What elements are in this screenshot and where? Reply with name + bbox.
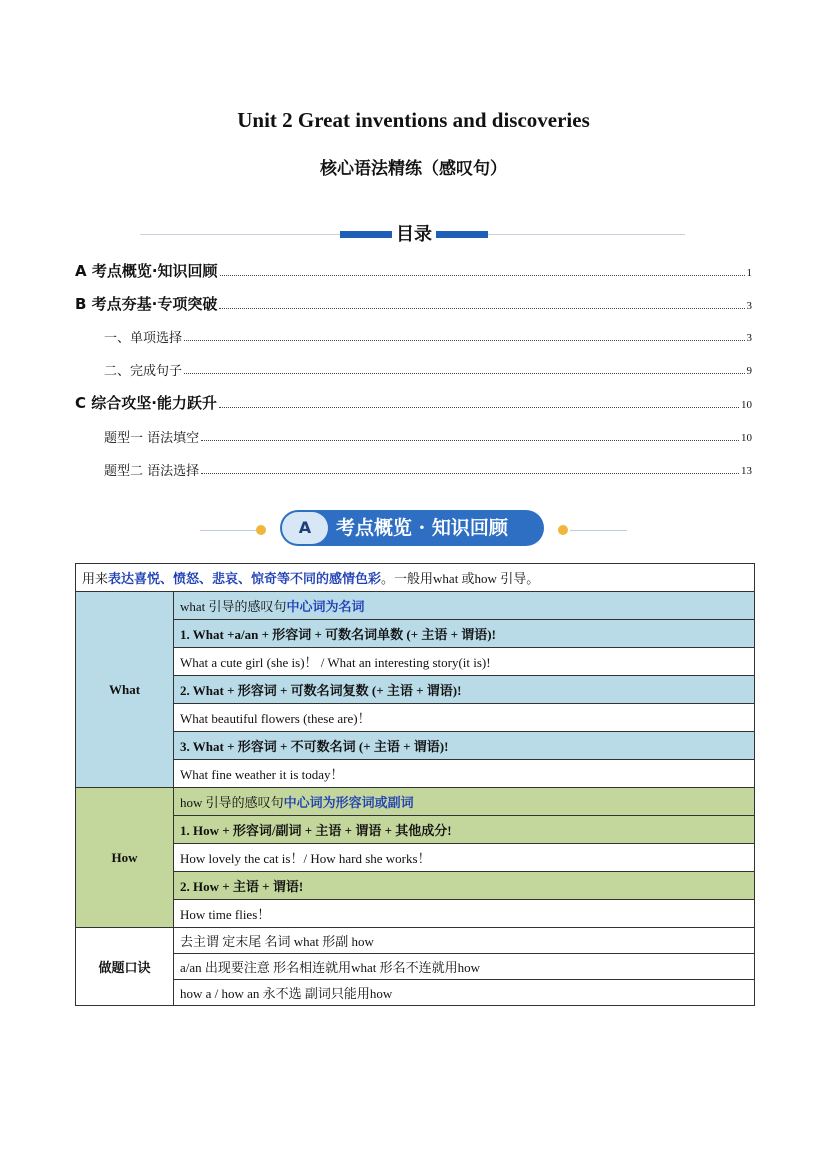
table-row bbox=[76, 788, 755, 816]
intro-cell bbox=[76, 564, 755, 592]
table-row bbox=[76, 732, 755, 760]
toc-page-number: 9 bbox=[746, 365, 752, 377]
toc-item-a[interactable] bbox=[75, 259, 752, 281]
toc-item-c[interactable] bbox=[75, 391, 752, 413]
bullet-dot-icon bbox=[558, 525, 568, 535]
toc-page-number: 10 bbox=[741, 432, 752, 444]
toc-item-c2[interactable] bbox=[75, 457, 752, 479]
how-header-highlight: 中心词为形容词或副词 bbox=[283, 795, 414, 810]
divider bbox=[140, 234, 340, 235]
how-rule-2: 2. How + 主语 + 谓语! bbox=[174, 872, 755, 900]
how-category-cell: How bbox=[76, 788, 174, 928]
intro-suffix: 。一般用what 或how 引导。 bbox=[381, 571, 540, 586]
how-header-prefix: how 引导的感叹句 bbox=[180, 795, 284, 810]
what-example-2: What beautiful flowers (these are)！ bbox=[174, 704, 755, 732]
how-example-2: How time flies！ bbox=[174, 900, 755, 928]
toc-item-label: 题型一 语法填空 bbox=[104, 431, 200, 446]
toc-item-b[interactable] bbox=[75, 292, 752, 314]
toc-leader bbox=[201, 473, 739, 474]
toc-page-number: 10 bbox=[741, 399, 752, 411]
toc-item-label: 题型二 语法选择 bbox=[104, 464, 200, 479]
toc-item-label: B 考点夯基·专项突破 bbox=[75, 295, 218, 313]
what-category-cell: What bbox=[76, 592, 174, 788]
toc-leader bbox=[220, 275, 745, 276]
intro-highlight: 表达喜悦、愤怒、悲哀、惊奇等不同的感情色彩 bbox=[108, 571, 382, 586]
toc-leader bbox=[219, 407, 739, 408]
tips-category-cell: 做题口诀 bbox=[76, 928, 174, 1006]
toc-item-label: C 综合攻坚·能力跃升 bbox=[75, 394, 217, 412]
what-header-cell bbox=[174, 592, 755, 620]
toc-item-label: A 考点概览·知识回顾 bbox=[75, 262, 218, 280]
table-row bbox=[76, 816, 755, 844]
divider bbox=[488, 234, 685, 235]
tip-2: a/an 出现要注意 形名相连就用what 形名不连就用how bbox=[174, 954, 755, 980]
how-example-1: How lovely the cat is！/ How hard she works！ bbox=[174, 844, 755, 872]
toc-item-b1[interactable] bbox=[75, 324, 752, 346]
intro-prefix: 用来 bbox=[82, 571, 109, 586]
toc-item-label: 一、单项选择 bbox=[104, 331, 183, 346]
what-header-highlight: 中心词为名词 bbox=[286, 599, 365, 614]
toc-leader bbox=[201, 440, 739, 441]
divider bbox=[436, 231, 488, 238]
table-row bbox=[76, 620, 755, 648]
toc-page-number: 3 bbox=[746, 300, 752, 312]
how-header-cell bbox=[174, 788, 755, 816]
table-row bbox=[76, 900, 755, 928]
table-row bbox=[76, 844, 755, 872]
toc-page-number: 1 bbox=[746, 267, 752, 279]
table-row bbox=[76, 928, 755, 954]
toc-leader bbox=[184, 373, 744, 374]
section-title: 考点概览 · 知识回顾 bbox=[336, 517, 508, 539]
table-row bbox=[76, 676, 755, 704]
toc-heading bbox=[140, 220, 685, 250]
toc-leader bbox=[219, 308, 744, 309]
what-example-3: What fine weather it is today！ bbox=[174, 760, 755, 788]
table-row bbox=[76, 760, 755, 788]
tip-1: 去主谓 定末尾 名词 what 形副 how bbox=[174, 928, 755, 954]
divider bbox=[340, 231, 392, 238]
what-rule-1: 1. What +a/an + 形容词 + 可数名词单数 (+ 主语 + 谓语)! bbox=[174, 620, 755, 648]
toc-heading-text: 目录 bbox=[396, 224, 432, 245]
what-rule-3: 3. What + 形容词 + 不可数名词 (+ 主语 + 谓语)! bbox=[174, 732, 755, 760]
toc-item-label: 二、完成句子 bbox=[104, 364, 183, 379]
toc-leader bbox=[184, 340, 744, 341]
toc-item-b2[interactable] bbox=[75, 357, 752, 379]
document-title: Unit 2 Great inventions and discoveries bbox=[237, 108, 590, 132]
toc-page-number: 13 bbox=[741, 465, 752, 477]
bullet-dot-icon bbox=[256, 525, 266, 535]
table-row bbox=[76, 704, 755, 732]
what-example-1: What a cute girl (she is)！ / What an interesting story(it is)! bbox=[174, 648, 755, 676]
section-a-banner bbox=[200, 508, 627, 548]
what-header-prefix: what 引导的感叹句 bbox=[180, 599, 287, 614]
divider bbox=[570, 530, 627, 531]
toc-page-number: 3 bbox=[746, 332, 752, 344]
tip-3: how a / how an 永不选 副词只能用how bbox=[174, 980, 755, 1006]
table-row bbox=[76, 564, 755, 592]
table-row bbox=[76, 648, 755, 676]
what-rule-2: 2. What + 形容词 + 可数名词复数 (+ 主语 + 谓语)! bbox=[174, 676, 755, 704]
document-subtitle: 核心语法精练（感叹句） bbox=[320, 159, 507, 179]
table-row bbox=[76, 954, 755, 980]
toc-item-c1[interactable] bbox=[75, 424, 752, 446]
table-row bbox=[76, 592, 755, 620]
divider bbox=[200, 530, 258, 531]
table-row bbox=[76, 980, 755, 1006]
table-row bbox=[76, 872, 755, 900]
how-rule-1: 1. How + 形容词/副词 + 主语 + 谓语 + 其他成分! bbox=[174, 816, 755, 844]
grammar-table bbox=[75, 563, 755, 1006]
section-badge: A bbox=[282, 512, 328, 544]
